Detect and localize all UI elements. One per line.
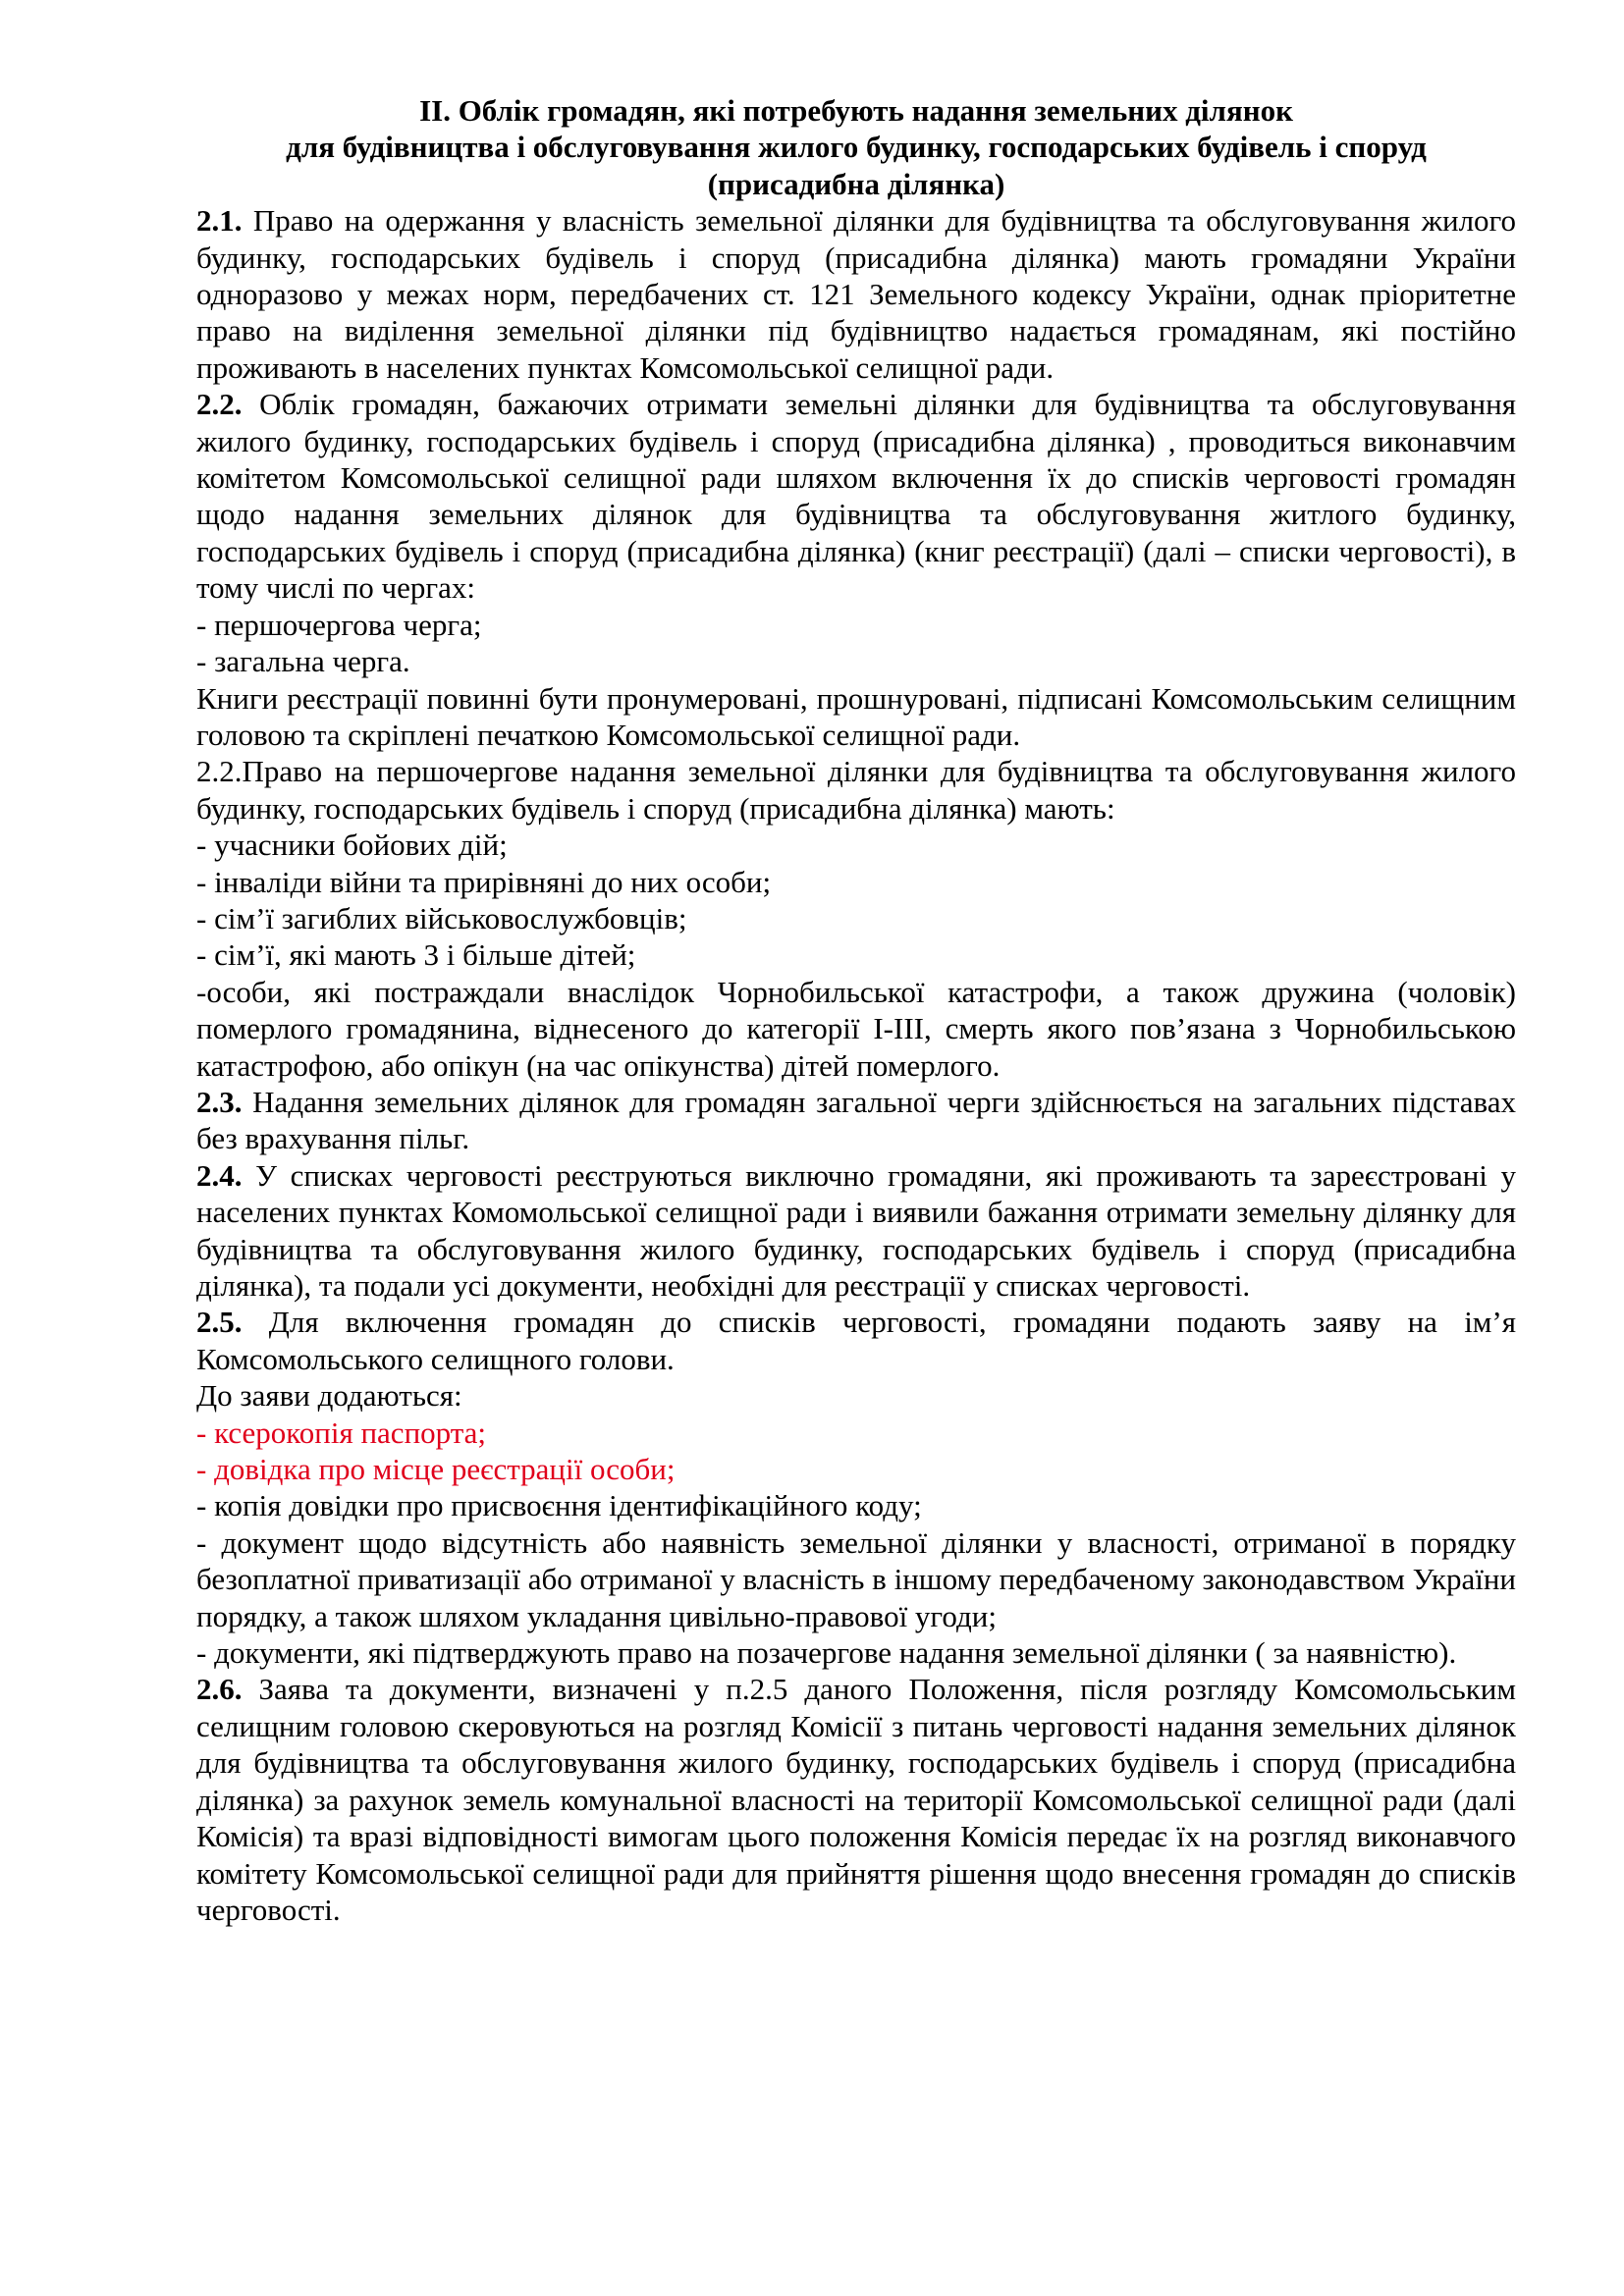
paragraph-2-3 [196,1084,1516,1157]
clause-number: 2.5. [196,1305,243,1340]
priority-list-item: - сім’ї, які мають 3 і більше дітей; [196,937,636,973]
clause-number: 2.6. [196,1672,243,1707]
clause-text: Заява та документи, визначені у п.2.5 даного Положення, після розгляду Комсомольським селищним головою скеровуються на розгляд Комісії з питань черговості надання земельних ділянок для будівництва та обслуговування жилого будинку, господарських будівель і споруд (присадибна ділянка) за рахунок земель комунальної власності на території Комсомольської селищної ради (далі Комісія) та вразі відповідності вимогам цього положення Комісія передає їх на розгляд виконавчого комітету Комсомольської селищної ради для прийняття рішення щодо внесення громадян до списків черговості. [196,1672,1516,1927]
attachment-item-priority-documents: - документи, які підтверджують право на позачергове надання земельної ділянки ( за наявністю). [196,1635,1457,1671]
paragraph-2-1 [196,202,1516,386]
section-title-line: ІІ. Облік громадян, які потребують надання земельних ділянок [419,93,1293,128]
attachment-item-land-document: - документ щодо відсутність або наявність земельної ділянки у власності, отриманої в порядку безоплатної приватизації або отриманої у власність в іншому передбаченому законодавством України порядку, а також шляхом укладання цивільно-правової угоди; [196,1524,1516,1633]
clause-text: Облік громадян, бажаючих отримати земельні ділянки для будівництва та обслуговування жилого будинку, господарських будівель і споруд (присадибна ділянка) , проводиться виконавчим комітетом Комсомольської селищної ради шляхом включення їх до списків черговості громадян щодо надання земельних ділянок для будівництва та обслуговування житлого будинку, господарських будівель і споруд (присадибна ділянка) (книг реєстрації) (далі – списки черговості), в тому числі по чергах: [196,387,1516,606]
clause-text: Право на одержання у власність земельної ділянки для будівництва та обслуговування жилого будинку, господарських будівель і споруд (присадибна ділянка) мають громадяни України одноразово у межах норм, передбачених ст. 121 Земельного кодексу України, однак пріоритетне право на виділення земельної ділянки під будівництво надається громадянам, які постійно проживають в населених пунктах Комсомольської селищної ради. [196,203,1516,385]
priority-list-item: - учасники бойових дій; [196,828,508,863]
attachments-intro: До заяви додаються: [196,1378,462,1414]
clause-text: Для включення громадян до списків черговості, громадяни подають заяву на ім’я Комсомольського селищного голови. [196,1305,1516,1376]
queue-item: - першочергова черга; [196,607,482,642]
clause-text: Надання земельних ділянок для громадян загальної черги здійснюється на загальних підставах без врахування пільг. [196,1084,1516,1156]
paragraph-2-4 [196,1157,1516,1305]
priority-list-item: - інваліди війни та прирівняні до них особи; [196,864,772,899]
document-page [196,92,1516,1928]
clause-number: 2.4. [196,1157,243,1193]
attachment-item-tax-code: - копія довідки про присвоєння ідентифікаційного коду; [196,1488,922,1523]
chernobyl-paragraph: -особи, які постраждали внаслідок Чорнобильської катастрофи, а також дружина (чоловік) померлого громадянина, віднесеного до категорії І-ІІІ, смерть якого пов’язана з Чорнобильською катастрофою, або опікун (на час опікунства) дітей померлого. [196,974,1516,1083]
clause-number: 2.3. [196,1084,243,1119]
queue-item: - загальна черга. [196,644,410,679]
priority-list-item: - сім’ї загиблих військовослужбовців; [196,900,687,935]
attachment-item-registration: - довідка про місце реєстрації особи; [196,1452,676,1487]
clause-text: У списках черговості реєструються виключно громадяни, які проживають та зареєстровані у населених пунктах Комомольської селищної ради і виявили бажання отримати земельну ділянку для будівництва та обслуговування жилого будинку, господарських будівель і споруд (присадибна ділянка), та подали усі документи, необхідні для реєстрації у списках черговості. [196,1157,1516,1303]
paragraph-2-5 [196,1304,1516,1377]
section-title [196,92,1516,202]
priority-intro-paragraph: 2.2.Право на першочергове надання земельної ділянки для будівництва та обслуговування жилого будинку, господарських будівель і споруд (присадибна ділянка) мають: [196,754,1516,826]
section-title-line: (присадибна ділянка) [707,166,1005,201]
section-title-line: для будівництва і обслуговування жилого будинку, господарських будівель і споруд [286,130,1427,165]
paragraph-2-2 [196,386,1516,606]
clause-number: 2.2. [196,387,243,422]
registration-books-paragraph: Книги реєстрації повинні бути пронумеровані, прошнуровані, підписані Комсомольським селищним головою та скріплені печаткою Комсомольської селищної ради. [196,680,1516,752]
paragraph-2-6 [196,1671,1516,1928]
clause-number: 2.1. [196,203,243,239]
attachment-item-passport: - ксерокопія паспорта; [196,1415,487,1450]
